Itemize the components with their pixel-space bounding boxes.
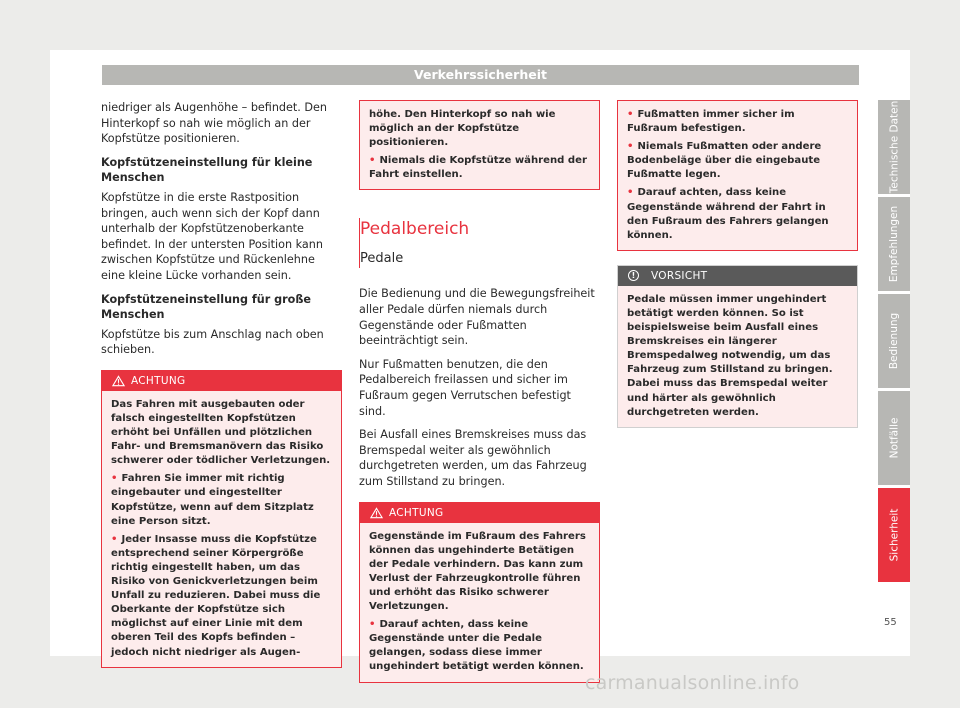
caution-header xyxy=(618,266,857,286)
watermark: carmanualsonline.info xyxy=(585,672,800,694)
bullet-icon: • xyxy=(369,155,376,167)
warning-body xyxy=(360,523,599,682)
warning-triangle-icon xyxy=(370,507,383,519)
section-heading xyxy=(359,218,599,268)
bullet-icon: • xyxy=(111,473,118,485)
caution-box xyxy=(617,265,858,428)
subheading: Kopfstützeneinstellung für große Menschen xyxy=(101,292,311,322)
paragraph: niedriger als Augenhöhe – befindet. Den Hinterkopf so nah wie möglich an der Kopfstütze positionieren. xyxy=(101,101,328,146)
section-subtitle: Pedale xyxy=(360,251,404,267)
warning-box xyxy=(359,502,600,683)
warning-bullet: • Niemals die Kopfstütze während der Fahrt einstellen. xyxy=(369,155,587,181)
paragraph: Nur Fußmatten benutzen, die den Pedalbereich freilassen und sicher im Fußraum gegen Verrutschen befestigt sind. xyxy=(359,357,571,418)
bullet-icon: • xyxy=(627,109,634,120)
warning-header xyxy=(102,371,341,391)
warning-bullet: • Niemals Fußmatten oder andere Bodenbeläge über die eingebaute Fußmatte legen. xyxy=(627,141,822,181)
tab-technische-daten[interactable]: Technische Daten xyxy=(878,100,910,194)
page-number: 55 xyxy=(884,617,897,628)
warning-bullet: • Fahren Sie immer mit richtig eingebauter und eingestellter Kopfstütze, wenn auf dem Sitzplatz eine Person sitzt. xyxy=(111,473,314,527)
subheading: Kopfstützeneinstellung für kleine Menschen xyxy=(101,155,313,185)
bullet-icon: • xyxy=(627,187,634,199)
tab-empfehlungen[interactable]: Empfehlungen xyxy=(878,197,910,291)
column-1 xyxy=(101,100,341,668)
paragraph: Die Bedienung und die Bewegungsfreiheit aller Pedale dürfen niemals durch Gegenstände oder Fußmatten beeinträchtigt sein. xyxy=(359,287,595,348)
paragraph: Kopfstütze bis zum Anschlag nach oben schieben. xyxy=(101,327,324,357)
warning-continuation-box xyxy=(359,100,600,190)
tab-bedienung[interactable]: Bedienung xyxy=(878,294,910,388)
warning-bullet: • Fußmatten immer sicher im Fußraum befestigen. xyxy=(627,109,795,135)
warning-body xyxy=(618,101,857,250)
caution-label: VORSICHT xyxy=(651,269,708,282)
warning-label: ACHTUNG xyxy=(131,374,186,387)
bullet-icon: • xyxy=(111,533,118,545)
warning-body xyxy=(360,101,599,189)
warning-text: Gegenstände im Fußraum des Fahrers können das ungehinderte Betätigen der Pedale verhindern. Das kann zum Verlust der Fahrzeugkontrolle führen und erhöht das Risiko schwerer Verletzungen. xyxy=(369,530,586,613)
caution-body xyxy=(618,286,857,427)
warning-continuation-box xyxy=(617,100,858,251)
warning-box xyxy=(101,370,342,668)
bullet-icon: • xyxy=(627,141,634,153)
column-2 xyxy=(359,100,599,683)
info-icon: ! xyxy=(628,270,639,281)
warning-header xyxy=(360,503,599,523)
warning-text: höhe. Den Hinterkopf so nah wie möglich an der Kopfstütze positionieren. xyxy=(369,109,556,149)
warning-bullet: • Jeder Insasse muss die Kopfstütze entsprechend seiner Körpergröße richtig eingestellt haben, um das Risiko von Genickverletzungen beim Unfall zu reduzieren. Dabei muss die Oberkante der Kopfstütze sich möglichst auf einer Linie mit dem oberen Teil des Kopfs befinden – jedoch nicht niedriger als Augen- xyxy=(111,533,321,658)
warning-bullet: • Darauf achten, dass keine Gegenstände unter die Pedale gelangen, sodass diese immer ungehindert betätigt werden können. xyxy=(369,619,584,673)
paragraph: Kopfstütze in die erste Rastposition bringen, auch wenn sich der Kopf dann unterhalb der Kopfstützenoberkante befindet. In der untersten Position kann zwischen Kopfstütze und Rückenlehne eine kleine Lücke vorhanden sein. xyxy=(101,190,323,282)
tab-notfaelle[interactable]: Notfälle xyxy=(878,391,910,485)
warning-label: ACHTUNG xyxy=(389,506,444,519)
section-title: Pedalbereich xyxy=(360,219,470,240)
page-header: Verkehrssicherheit xyxy=(102,65,859,85)
column-3 xyxy=(617,100,857,428)
warning-text: Das Fahren mit ausgebauten oder falsch eingestellten Kopfstützen erhöht bei Unfällen und plötzlichen Fahr- und Bremsmanövern das Risiko schwerer oder tödlicher Verletzungen. xyxy=(111,398,331,467)
bullet-icon: • xyxy=(369,619,376,631)
caution-text: Pedale müssen immer ungehindert betätigt werden können. So ist beispielsweise beim Ausfall eines Bremskreises ein längerer Bremspedalweg notwendig, um das Fahrzeug zum Stillstand zu bringen. Dabei muss das Bremspedal weiter und härter als gewöhnlich durchgetreten werden. xyxy=(627,293,833,418)
warning-triangle-icon xyxy=(112,375,125,387)
paragraph: Bei Ausfall eines Bremskreises muss das Bremspedal weiter als gewöhnlich durchgetreten werden, um das Fahrzeug zum Stillstand zu bringen. xyxy=(359,428,587,488)
tab-sicherheit[interactable]: Sicherheit xyxy=(878,488,910,582)
warning-bullet: • Darauf achten, dass keine Gegenstände während der Fahrt in den Fußraum des Fahrers gelangen können. xyxy=(627,187,829,241)
warning-body xyxy=(102,391,341,667)
